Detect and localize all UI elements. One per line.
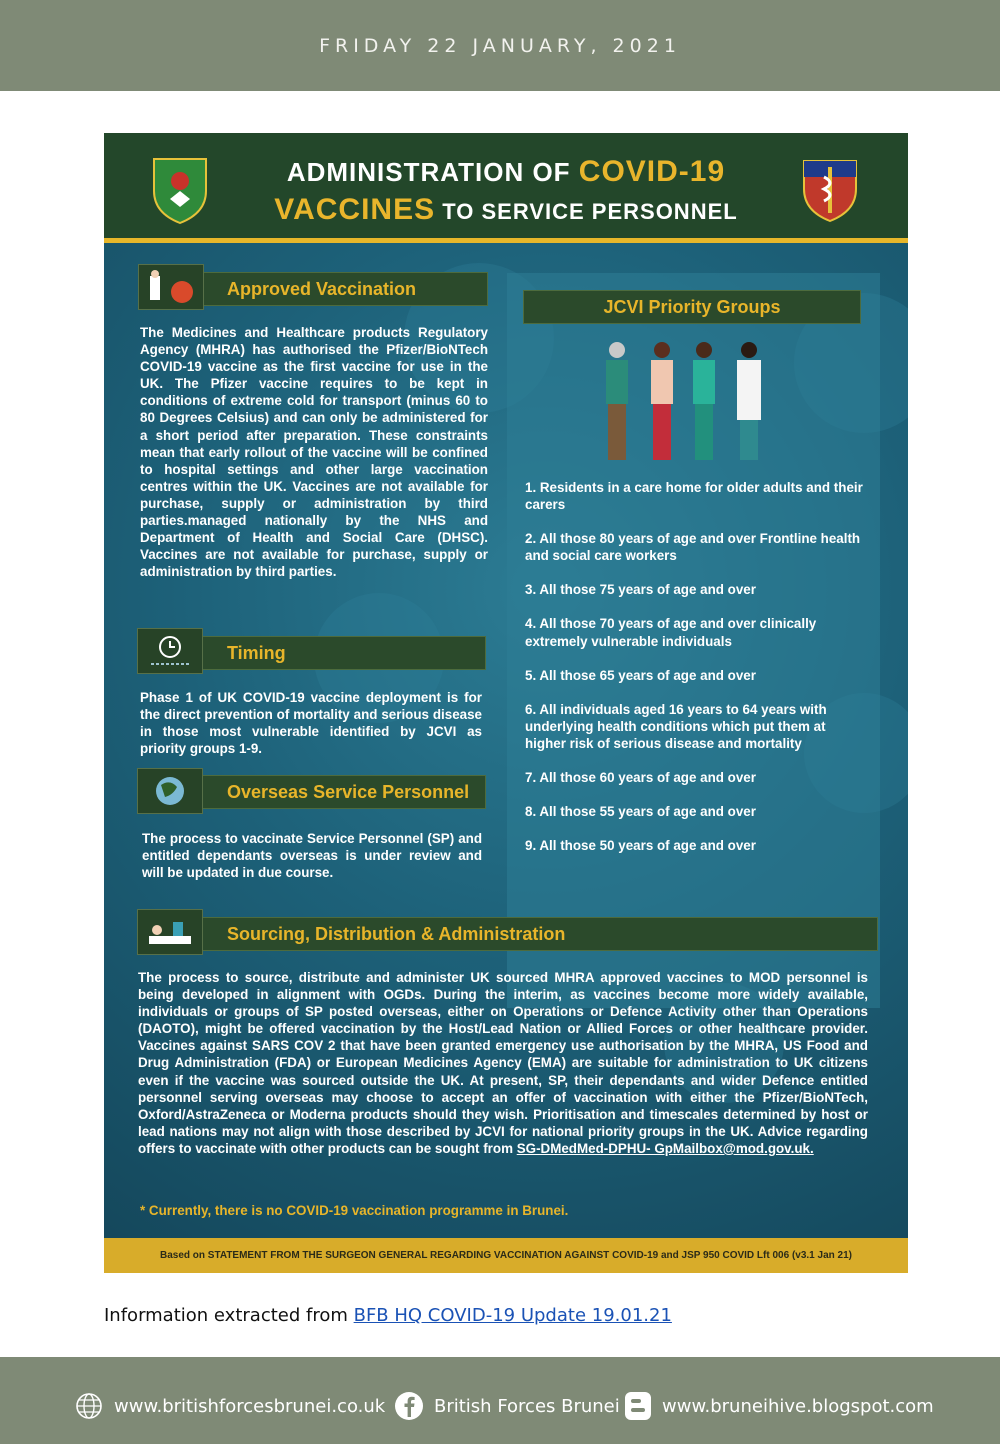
poster-header <box>104 133 908 243</box>
extract-caption <box>104 1305 672 1326</box>
extract-prefix: Information extracted from <box>104 1305 354 1326</box>
priority-group-item: 8. All those 55 years of age and over <box>525 804 756 820</box>
globe-icon <box>74 1391 104 1421</box>
top-bar <box>0 0 1000 91</box>
priority-group-item: 7. All those 60 years of age and over <box>525 770 756 786</box>
timing-heading: Timing <box>140 636 486 670</box>
facebook-link[interactable] <box>394 1391 620 1421</box>
laboratory-icon <box>138 264 204 310</box>
priority-group-item: 5. All those 65 years of age and over <box>525 667 756 683</box>
priority-group-item: 3. All those 75 years of age and over <box>525 582 756 598</box>
brunei-note: * Currently, there is no COVID-19 vaccination programme in Brunei. <box>140 1203 569 1218</box>
overseas-text: The process to vaccinate Service Personnel (SP) and entitled dependants overseas is under review and will be updated in due course. <box>142 831 482 881</box>
overseas-heading: Overseas Service Personnel <box>140 775 486 809</box>
approved-vaccination-text: The Medicines and Healthcare products Regulatory Agency (MHRA) has authorised the Pfizer/BioNTech COVID-19 vaccine as the first vaccine for use in the UK. The Pfizer vaccine requires to be kept in conditions of extreme cold for transport (minus 60 to 80 Degrees Celsius) and can only be administered for a short period after preparation. These constraints mean that early rollout of the vaccine will be confined to hospital settings and other large vaccination centres within the UK. Vaccines are not available for purchase, supply or administration by third parties.managed nationally by the NHS and Department of Health and Social Care (DHSC). Vaccines are not available for purchase, supply or administration by third parties. <box>140 325 488 580</box>
priority-group-item: 2. All those 80 years of age and over Frontline health and social care workers <box>525 531 861 564</box>
approved-vaccination-heading: Approved Vaccination <box>140 272 488 306</box>
blog-link[interactable] <box>624 1391 934 1421</box>
priority-group-item: 1. Residents in a care home for older adults and their carers <box>525 480 863 513</box>
source-statement: Based on STATEMENT FROM THE SURGEON GENERAL REGARDING VACCINATION AGAINST COVID-19 and JSP 950 COVID Lft 006 (v3.1 Jan 21) <box>104 1238 908 1273</box>
timing-text: Phase 1 of UK COVID-19 vaccine deployment is for the direct prevention of mortality and serious disease in those most vulnerable identified by JCVI as priority groups 1-9. <box>140 690 482 757</box>
sourcing-body: The process to source, distribute and administer UK sourced MHRA approved vaccines to MOD personnel is being developed in alignment with OGDs. During the interim, as vaccines become more widely available, individuals or groups of SP posted overseas, either on Operations or Defence Activity other than Operations (DAOTO), might be offered vaccination by the Host/Lead Nation or Allied Forces or other healthcare provider. Vaccines against SARS COV 2 that have been granted emergency use authorisation by the MHRA, US Food and Drug Administration (FDA) or European Medicines Agency (EMA) are suitable for administration to UK citizens even if the vaccine was sourced outside the UK. At present, SP, their dependants and wider Defence entitled personnel serving overseas may choose to accept an offer of vaccination with either the Pfizer/BioNTech, Oxford/AstraZeneca or Moderna products should they wish. Prioritisation and timescales determined by host or lead nations may not align with those described by JCVI for national priority groups in the UK. Advice regarding offers to vaccinate with other products can be sought from <box>138 970 868 1156</box>
facebook-text: British Forces Brunei <box>434 1395 620 1417</box>
priority-group-item: 6. All individuals aged 16 years to 64 years with underlying health conditions which put them at higher risk of serious disease and mortality <box>525 701 827 751</box>
dphu-email-link[interactable]: SG-DMedMed-DPHU- GpMailbox@mod.gov.uk. <box>516 1140 814 1156</box>
globe-icon <box>137 768 203 814</box>
website-text: www.britishforcesbrunei.co.uk <box>114 1395 386 1417</box>
website-link[interactable] <box>74 1391 385 1421</box>
jcvi-heading: JCVI Priority Groups <box>523 290 861 324</box>
vaccine-poster <box>104 133 908 1273</box>
poster-title-line2: VACCINES TO SERVICE PERSONNEL <box>274 193 738 226</box>
priority-group-item: 9. All those 50 years of age and over <box>525 838 756 854</box>
bottom-bar <box>0 1357 1000 1444</box>
sourcing-text <box>138 969 868 1157</box>
patient-vaccination-icon <box>137 909 203 955</box>
healthcare-workers-illustration <box>592 338 782 463</box>
blog-text: www.bruneihive.blogspot.com <box>662 1395 934 1417</box>
jcvi-priority-list <box>525 479 865 871</box>
poster-title-line1: ADMINISTRATION OF COVID-19 <box>286 155 726 188</box>
blogger-icon <box>624 1391 652 1421</box>
update-link[interactable]: BFB HQ COVID-19 Update 19.01.21 <box>353 1305 672 1326</box>
clock-icon <box>137 628 203 674</box>
facebook-icon <box>394 1391 424 1421</box>
date-label: FRIDAY 22 JANUARY, 2021 <box>319 35 681 57</box>
priority-group-item: 4. All those 70 years of age and over clinically extremely vulnerable individuals <box>525 616 817 649</box>
sourcing-heading: Sourcing, Distribution & Administration <box>140 917 878 951</box>
medical-group-crest-icon <box>800 153 860 223</box>
